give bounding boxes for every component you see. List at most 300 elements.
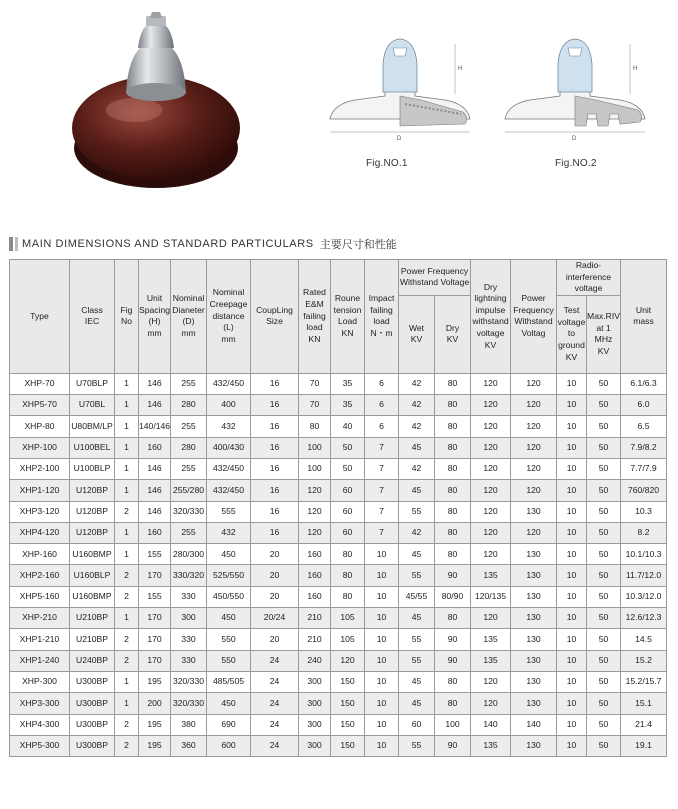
table-cell: 400/430 [207,437,251,458]
table-cell: 16 [251,395,299,416]
table-cell: 90 [435,650,471,671]
fig2-d-label: D [572,136,577,142]
table-cell: 10 [365,693,399,714]
table-cell: 135 [471,565,511,586]
table-cell: 120 [511,416,557,437]
table-cell: 120 [471,437,511,458]
table-cell: 150 [331,671,365,692]
table-cell: 42 [399,395,435,416]
table-cell: 195 [139,735,171,756]
table-cell: 7.7/7.9 [621,458,667,479]
table-cell: 50 [331,458,365,479]
table-cell: 6.1/6.3 [621,373,667,394]
heading-bar-icon [9,237,13,251]
table-cell: 130 [511,693,557,714]
table-cell: XHP-80 [10,416,70,437]
table-cell: U300BP [70,671,115,692]
table-cell: 80 [435,608,471,629]
table-cell: 130 [511,565,557,586]
table-cell: 155 [139,586,171,607]
table-cell: 24 [251,693,299,714]
table-cell: 10 [365,671,399,692]
table-cell: 10 [365,565,399,586]
table-cell: 80 [435,373,471,394]
table-cell: 8.2 [621,522,667,543]
table-cell: 140/146 [139,416,171,437]
table-cell: 90 [435,565,471,586]
figure-1-caption: Fig.NO.1 [366,158,408,169]
table-cell: 120 [511,395,557,416]
table-cell: U120BP [70,480,115,501]
table-cell: 120 [471,373,511,394]
figure-2-caption: Fig.NO.2 [555,158,597,169]
table-cell: 45 [399,437,435,458]
table-cell: 80 [331,544,365,565]
table-cell: 10 [557,714,587,735]
table-cell: 120 [471,522,511,543]
table-cell: 45/55 [399,586,435,607]
table-cell: 80 [299,416,331,437]
table-cell: 146 [139,480,171,501]
table-cell: 15.1 [621,693,667,714]
table-cell: 1 [115,608,139,629]
table-cell: 80 [331,565,365,586]
header-impact-load: Impact failing load N・m [365,260,399,374]
table-cell: 45 [399,608,435,629]
table-cell: 120 [331,650,365,671]
table-cell: 10 [365,714,399,735]
table-cell: 1 [115,480,139,501]
table-cell: 11.7/12.0 [621,565,667,586]
table-cell: 120 [471,693,511,714]
table-cell: 10 [365,650,399,671]
table-cell: 80 [331,586,365,607]
table-cell: 280/300 [171,544,207,565]
table-cell: 10 [557,586,587,607]
table-cell: 1 [115,693,139,714]
figure-1-drawing [325,34,475,144]
table-cell: 432 [207,416,251,437]
table-cell: 42 [399,522,435,543]
table-cell: 10 [557,480,587,501]
table-cell: 146 [139,458,171,479]
table-cell: 24 [251,650,299,671]
table-cell: 170 [139,565,171,586]
table-cell: 330/320 [171,565,207,586]
table-cell: 10 [557,671,587,692]
table-cell: 7.9/8.2 [621,437,667,458]
table-cell: 400 [207,395,251,416]
table-cell: 130 [511,671,557,692]
header-test-voltage: Test voltage to ground KV [557,295,587,373]
table-row [10,629,667,650]
table-cell: 50 [587,458,621,479]
table-cell: XHP2-160 [10,565,70,586]
table-row [10,395,667,416]
table-cell: 130 [511,629,557,650]
table-cell: 130 [511,586,557,607]
table-cell: 80 [435,416,471,437]
table-cell: 320/330 [171,501,207,522]
table-cell: U300BP [70,693,115,714]
table-cell: 70 [299,373,331,394]
header-rated-load: Rated E&M failing load KN [299,260,331,374]
table-cell: 135 [471,650,511,671]
table-cell: 120 [511,458,557,479]
table-cell: 120 [471,395,511,416]
header-unit-mass: Unit mass [621,260,667,374]
table-cell: 50 [587,735,621,756]
table-cell: 50 [587,586,621,607]
fig1-d-label: D [397,136,402,142]
table-cell: 2 [115,650,139,671]
table-cell: 120 [471,544,511,565]
table-cell: 210 [299,629,331,650]
table-cell: 450/550 [207,586,251,607]
table-cell: XHP4-300 [10,714,70,735]
table-row [10,373,667,394]
table-cell: 120 [511,373,557,394]
table-cell: 80 [435,671,471,692]
table-cell: 10 [557,416,587,437]
table-cell: 120 [471,416,511,437]
table-cell: 160 [139,437,171,458]
table-cell: 10 [365,544,399,565]
table-cell: 140 [471,714,511,735]
table-cell: 50 [587,522,621,543]
table-cell: XHP-210 [10,608,70,629]
table-cell: 80 [435,501,471,522]
table-row [10,608,667,629]
header-power-frequency-group: Power Frequency Withstand Voltage [399,260,471,296]
table-cell: XHP3-300 [10,693,70,714]
table-cell: 35 [331,373,365,394]
fig1-h-label: H [458,66,463,72]
table-cell: 80 [435,544,471,565]
table-cell: U160BMP [70,544,115,565]
table-cell: 120 [299,480,331,501]
spec-table-body [10,373,667,756]
table-cell: 50 [587,565,621,586]
table-cell: 15.2/15.7 [621,671,667,692]
table-cell: 432/450 [207,458,251,479]
header-dry: Dry KV [435,295,471,373]
table-cell: XHP1-210 [10,629,70,650]
table-cell: 130 [511,735,557,756]
table-cell: 120 [299,522,331,543]
table-cell: 21.4 [621,714,667,735]
table-cell: 170 [139,608,171,629]
table-cell: 690 [207,714,251,735]
header-type: Type [10,260,70,374]
table-cell: 135 [471,735,511,756]
table-cell: 2 [115,735,139,756]
table-cell: 10 [557,608,587,629]
table-cell: 130 [511,608,557,629]
table-cell: 300 [299,735,331,756]
table-cell: 50 [587,395,621,416]
table-cell: 6.0 [621,395,667,416]
table-cell: 35 [331,395,365,416]
table-cell: 280 [171,395,207,416]
table-cell: 210 [299,608,331,629]
table-cell: 55 [399,565,435,586]
table-cell: XHP1-240 [10,650,70,671]
table-cell: 10 [365,735,399,756]
table-cell: 42 [399,416,435,437]
table-cell: 320/330 [171,693,207,714]
table-cell: 120 [511,437,557,458]
table-cell: 130 [511,544,557,565]
table-cell: 320/330 [171,671,207,692]
table-cell: 525/550 [207,565,251,586]
section-heading [9,236,397,252]
table-cell: 160 [299,544,331,565]
figure-2-drawing [500,34,650,144]
table-cell: 10 [557,395,587,416]
table-cell: 45 [399,544,435,565]
table-cell: 120 [511,480,557,501]
table-cell: 50 [587,373,621,394]
table-cell: 10 [557,735,587,756]
table-cell: 16 [251,501,299,522]
table-cell: 120 [471,458,511,479]
header-fig: Fig No [115,260,139,374]
table-cell: XHP3-120 [10,501,70,522]
table-cell: 140 [511,714,557,735]
table-cell: 16 [251,458,299,479]
table-cell: 90 [435,735,471,756]
table-row [10,544,667,565]
table-cell: 50 [587,480,621,501]
table-cell: XHP-160 [10,544,70,565]
table-row [10,416,667,437]
table-cell: 2 [115,629,139,650]
table-cell: 160 [299,565,331,586]
table-cell: 330 [171,586,207,607]
table-cell: 1 [115,544,139,565]
table-cell: 155 [139,544,171,565]
table-cell: 20 [251,629,299,650]
table-row [10,586,667,607]
table-cell: 10 [365,608,399,629]
table-cell: 16 [251,437,299,458]
table-cell: XHP2-100 [10,458,70,479]
table-cell: 1 [115,522,139,543]
table-cell: 255 [171,416,207,437]
table-cell: 2 [115,586,139,607]
table-cell: 50 [587,501,621,522]
table-row [10,714,667,735]
table-cell: 10 [365,586,399,607]
table-cell: U160BLP [70,565,115,586]
section-title-zh: 主要尺寸和性能 [319,239,397,251]
table-cell: 70 [299,395,331,416]
table-cell: 1 [115,395,139,416]
table-cell: 80 [435,522,471,543]
table-cell: 1 [115,671,139,692]
table-cell: 330 [171,629,207,650]
table-cell: XHP-70 [10,373,70,394]
table-cell: 130 [511,501,557,522]
table-cell: XHP5-160 [10,586,70,607]
table-cell: XHP5-70 [10,395,70,416]
table-cell: 45 [399,693,435,714]
table-cell: U210BP [70,629,115,650]
table-cell: 10 [365,629,399,650]
fig2-h-label: H [633,66,638,72]
table-cell: 195 [139,714,171,735]
table-cell: 45 [399,671,435,692]
table-cell: 80 [435,693,471,714]
table-cell: 20 [251,565,299,586]
table-row [10,693,667,714]
table-row [10,671,667,692]
table-cell: 50 [587,629,621,650]
table-cell: 150 [331,693,365,714]
table-cell: 90 [435,629,471,650]
table-cell: 120 [471,480,511,501]
table-row [10,458,667,479]
table-cell: 10 [557,565,587,586]
table-cell: 555 [207,501,251,522]
table-cell: 195 [139,671,171,692]
table-cell: 7 [365,480,399,501]
table-cell: 240 [299,650,331,671]
section-title-en: MAIN DIMENSIONS AND STANDARD PARTICULARS [22,238,314,250]
table-cell: 24 [251,735,299,756]
table-cell: 20 [251,586,299,607]
table-cell: 16 [251,480,299,501]
table-cell: 50 [587,714,621,735]
table-cell: 50 [331,437,365,458]
table-cell: 24 [251,671,299,692]
table-cell: 10.3 [621,501,667,522]
table-cell: XHP-100 [10,437,70,458]
table-cell: 160 [139,522,171,543]
table-cell: 60 [331,480,365,501]
table-cell: 760/820 [621,480,667,501]
table-cell: 450 [207,608,251,629]
table-cell: 6.5 [621,416,667,437]
table-cell: 550 [207,650,251,671]
table-cell: U300BP [70,735,115,756]
table-cell: 16 [251,416,299,437]
table-cell: 7 [365,437,399,458]
table-cell: 55 [399,735,435,756]
table-cell: 120 [511,522,557,543]
table-cell: 485/505 [207,671,251,692]
table-cell: 300 [299,714,331,735]
table-cell: 42 [399,373,435,394]
table-cell: 300 [299,671,331,692]
table-cell: 146 [139,373,171,394]
table-cell: 80 [435,458,471,479]
table-cell: 80 [435,437,471,458]
table-cell: 10 [557,629,587,650]
table-cell: 255 [171,373,207,394]
table-cell: 105 [331,629,365,650]
table-cell: U240BP [70,650,115,671]
table-cell: 50 [587,608,621,629]
table-cell: 146 [139,501,171,522]
table-cell: U120BP [70,501,115,522]
table-cell: 10 [557,501,587,522]
table-cell: 380 [171,714,207,735]
table-cell: U160BMP [70,586,115,607]
table-cell: 7 [365,522,399,543]
table-cell: 60 [399,714,435,735]
table-cell: 300 [299,693,331,714]
table-cell: 120 [299,501,331,522]
table-cell: 432/450 [207,373,251,394]
header-coupling: CoupLing Size [251,260,299,374]
table-cell: U100BEL [70,437,115,458]
table-cell: 24 [251,714,299,735]
table-cell: 45 [399,480,435,501]
table-row [10,522,667,543]
table-cell: 50 [587,693,621,714]
table-cell: 300 [171,608,207,629]
table-cell: U300BP [70,714,115,735]
table-cell: 1 [115,373,139,394]
table-cell: 280 [171,437,207,458]
table-cell: 2 [115,565,139,586]
table-cell: 170 [139,650,171,671]
table-row [10,437,667,458]
table-cell: 55 [399,501,435,522]
table-cell: XHP1-120 [10,480,70,501]
header-wet: Wet KV [399,295,435,373]
table-cell: 105 [331,608,365,629]
table-cell: 20 [251,544,299,565]
header-diameter: Nominal Dianeter (D) mm [171,260,207,374]
table-cell: 100 [299,458,331,479]
table-cell: 170 [139,629,171,650]
table-cell: XHP5-300 [10,735,70,756]
table-cell: 10 [557,458,587,479]
table-cell: 10 [557,650,587,671]
table-cell: 2 [115,501,139,522]
table-cell: 60 [331,522,365,543]
table-cell: 20/24 [251,608,299,629]
table-cell: 1 [115,458,139,479]
table-cell: 360 [171,735,207,756]
table-cell: 80 [435,480,471,501]
header-class: Class IEC [70,260,115,374]
table-cell: 16 [251,522,299,543]
table-cell: 6 [365,395,399,416]
table-cell: 600 [207,735,251,756]
header-max-riv: Max.RIV at 1 MHz KV [587,295,621,373]
table-cell: 2 [115,714,139,735]
table-cell: 432/450 [207,480,251,501]
table-cell: 120 [471,501,511,522]
table-cell: 120/135 [471,586,511,607]
insulator-photo [56,0,256,205]
table-cell: U210BP [70,608,115,629]
table-cell: 1 [115,416,139,437]
table-cell: 120 [471,608,511,629]
table-cell: U120BP [70,522,115,543]
header-power-frequency: Power Frequency Withstand Voltag [511,260,557,374]
table-cell: 14.5 [621,629,667,650]
table-cell: 255 [171,458,207,479]
table-cell: 55 [399,650,435,671]
table-cell: XHP4-120 [10,522,70,543]
table-cell: 50 [587,437,621,458]
table-cell: 146 [139,395,171,416]
